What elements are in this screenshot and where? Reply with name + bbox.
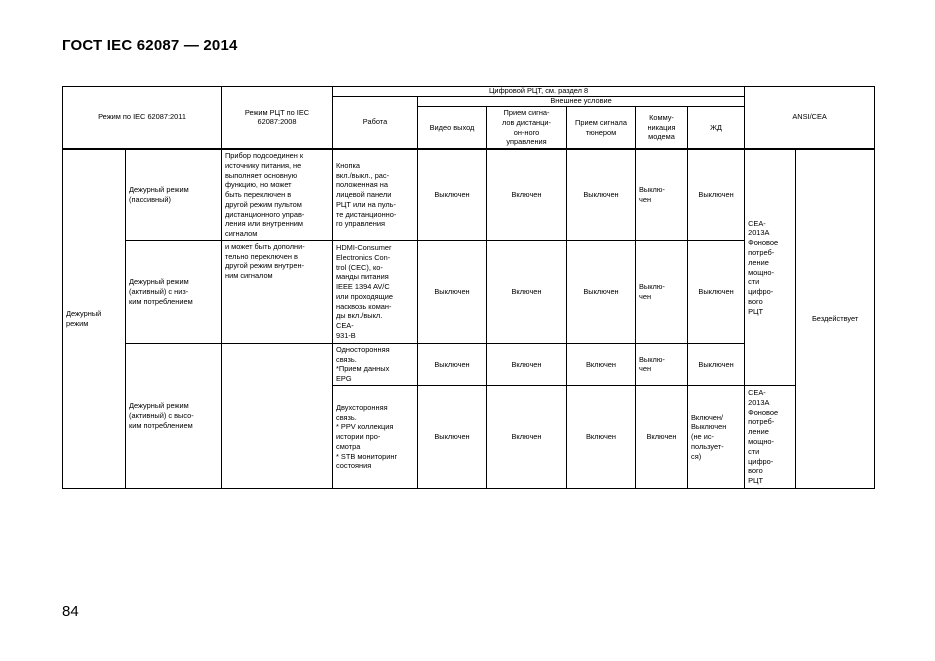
submode-cell: Дежурный режим (активный) с высо- ким потреблением xyxy=(126,343,222,488)
video-cell: Выключен xyxy=(418,386,487,489)
operation-cell: Односторонняя связь. *Прием данных EPG xyxy=(333,343,418,385)
header-row-1 xyxy=(63,87,875,97)
standby-modes-table xyxy=(62,86,875,489)
tuner-cell: Выключен xyxy=(567,149,636,240)
header-external-condition: Внешнее условие xyxy=(418,97,745,107)
rct-mode-cell: и может быть дополни- тельно переключен в другой режим внутрен- ним сигналом xyxy=(222,240,333,343)
page-number: 84 xyxy=(62,603,79,620)
remote-cell: Включен xyxy=(487,240,567,343)
header-modem: Комму- никация модема xyxy=(636,107,688,150)
operation-cell: Кнопка вкл./выкл., рас- положенная на лицевой панели РЦТ или на пуль- те дистанционно- го управления xyxy=(333,149,418,240)
header-mode-iec: Режим по IEC 62087:2011 xyxy=(63,87,222,150)
submode-cell: Дежурный режим (активный) с низ- ким потреблением xyxy=(126,240,222,343)
remote-cell: Включен xyxy=(487,343,567,385)
header-zhd: ЖД xyxy=(688,107,745,150)
modem-cell: Выклю- чен xyxy=(636,240,688,343)
modem-cell: Включен xyxy=(636,386,688,489)
table-row xyxy=(63,149,875,240)
rct-mode-cell: Прибор подсоединен к источнику питания, не выполняет основную функцию, но может быть переключен в другой режим пультом дистанционного управ- ления или внутренним сигналом xyxy=(222,149,333,240)
document-title: ГОСТ IEC 62087 — 2014 xyxy=(62,37,238,54)
ansi-status-cell: Бездействует xyxy=(796,149,875,488)
header-tuner-reception: Прием сигнала тюнером xyxy=(567,107,636,150)
header-remote-reception: Прием сигна- лов дистанци- он-ного управления xyxy=(487,107,567,150)
header-video-output: Видео выход xyxy=(418,107,487,150)
modem-cell: Выклю- чен xyxy=(636,343,688,385)
rct-mode-cell xyxy=(222,343,333,488)
zhd-cell: Выключен xyxy=(688,149,745,240)
header-operation: Работа xyxy=(333,97,418,150)
zhd-cell: Включен/ Выключен (не ис- пользует- ся) xyxy=(688,386,745,489)
video-cell: Выключен xyxy=(418,149,487,240)
ansi-reference-cell: CEA- 2013A Фоновое потреб- ление мощно- сти цифро- вого РЦТ xyxy=(745,149,796,385)
zhd-cell: Выключен xyxy=(688,343,745,385)
remote-cell: Включен xyxy=(487,386,567,489)
modem-cell: Выклю- чен xyxy=(636,149,688,240)
submode-cell: Дежурный режим (пассивный) xyxy=(126,149,222,240)
zhd-cell: Выключен xyxy=(688,240,745,343)
header-ansi-cea: ANSI/CEA xyxy=(745,87,875,150)
tuner-cell: Включен xyxy=(567,343,636,385)
video-cell: Выключен xyxy=(418,343,487,385)
tuner-cell: Выключен xyxy=(567,240,636,343)
remote-cell: Включен xyxy=(487,149,567,240)
mode-group-standby: Дежурный режим xyxy=(63,149,126,488)
tuner-cell: Включен xyxy=(567,386,636,489)
video-cell: Выключен xyxy=(418,240,487,343)
ansi-reference-cell: CEA- 2013A Фоновое потреб- ление мощно- сти цифро- вого РЦТ xyxy=(745,386,796,489)
operation-cell: Двухсторонняя связь. * PPV коллекция истории про- смотра * STB мониторинг состояния xyxy=(333,386,418,489)
header-digital-rct: Цифровой РЦТ, см. раздел 8 xyxy=(333,87,745,97)
operation-cell: HDMI-Consumer Electronics Con- trol (CEC), ко- манды питания IEEE 1394 AV/C или проходящие насквозь коман- ды вкл./выкл. CEA- 931-B xyxy=(333,240,418,343)
header-mode-rct: Режим РЦТ по IEC 62087:2008 xyxy=(222,87,333,150)
